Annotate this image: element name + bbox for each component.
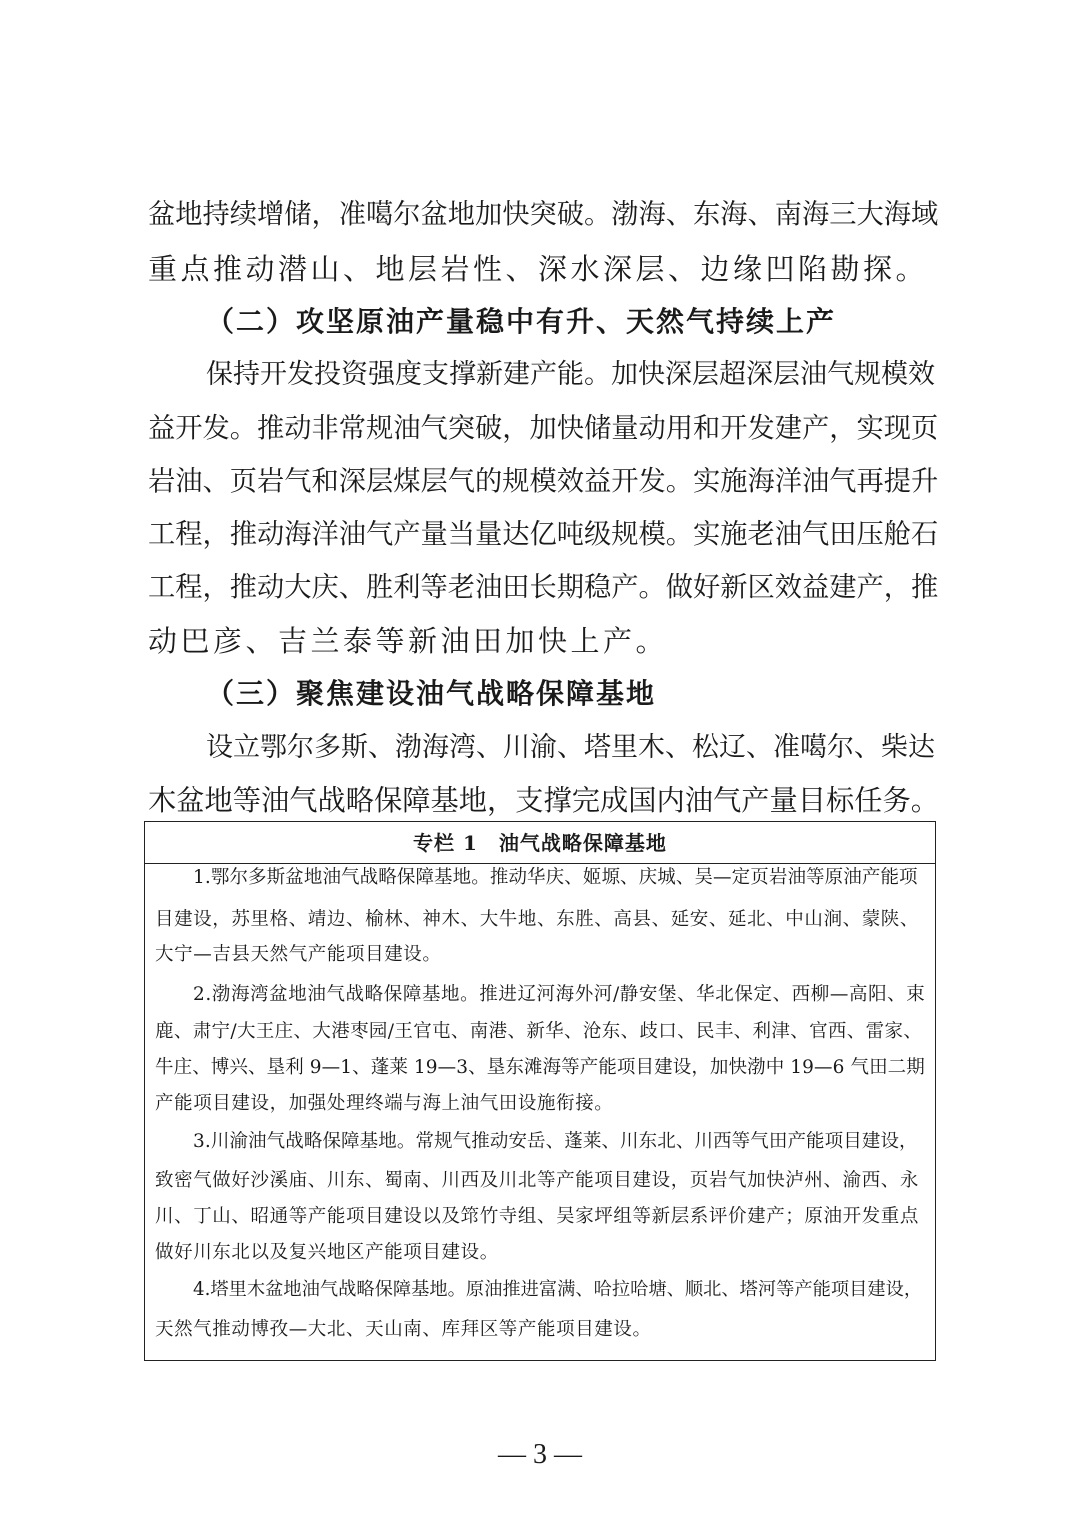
paragraph-line: 益开发。推动非常规油气突破，加快储量动用和开发建产，实现页 [148, 413, 939, 444]
box-item-line: 鹿、肃宁/大王庄、大港枣园/王官屯、南港、新华、沧东、歧口、民丰、利津、官西、雷家、 [155, 1021, 923, 1042]
paragraph-line: 盆地持续增储，准噶尔盆地加快突破。渤海、东海、南海三大海域 [148, 199, 939, 230]
paragraph-line: 木盆地等油气战略保障基地，支撑完成国内油气产量目标任务。 [148, 784, 939, 817]
box-item-line: 做好川东北以及复兴地区产能项目建设。 [155, 1242, 499, 1263]
box-item-line: 大宁—吉县天然气产能项目建设。 [155, 944, 442, 965]
paragraph-line: 岩油、页岩气和深层煤层气的规模效益开发。实施海洋油气再提升 [148, 466, 939, 497]
column-box-title: 专栏 1 油气战略保障基地 [413, 831, 667, 855]
box-item-line: 目建设，苏里格、靖边、榆林、神木、大牛地、东胜、高县、延安、延北、中山涧、蒙陕、 [155, 909, 920, 930]
paragraph-line: 工程，推动大庆、胜利等老油田长期稳产。做好新区效益建产，推 [148, 572, 939, 603]
paragraph-line: 工程，推动海洋油气产量当量达亿吨级规模。实施老油气田压舱石 [148, 519, 939, 550]
column-box [144, 821, 936, 1361]
section-heading-2: （二）攻坚原油产量稳中有升、天然气持续上产 [206, 305, 837, 338]
box-item-line: 天然气推动博孜—大北、天山南、库拜区等产能项目建设。 [155, 1319, 652, 1340]
box-item-line: 3.川渝油气战略保障基地。常规气推动安岳、蓬莱、川东北、川西等气田产能项目建设， [193, 1131, 918, 1152]
box-item-line: 牛庄、博兴、垦利 9—1、蓬莱 19—3、垦东滩海等产能项目建设，加快渤中 19—6 气田二期 [155, 1057, 925, 1078]
section-heading-3: （三）聚焦建设油气战略保障基地 [206, 677, 657, 710]
box-item-line: 致密气做好沙溪庙、川东、蜀南、川西及川北等产能项目建设，页岩气加快泸州、渝西、永 [155, 1170, 920, 1191]
box-item-line: 4.塔里木盆地油气战略保障基地。原油推进富满、哈拉哈塘、顺北、塔河等产能项目建设， [193, 1279, 923, 1300]
column-box-header [145, 822, 935, 864]
box-item-line: 2.渤海湾盆地油气战略保障基地。推进辽河海外河/静安堡、华北保定、西柳—高阳、束 [193, 984, 926, 1005]
box-item-line: 1.鄂尔多斯盆地油气战略保障基地。推动华庆、姬塬、庆城、吴—定页岩油等原油产能项 [193, 867, 918, 888]
box-item-line: 川、丁山、昭通等产能项目建设以及筇竹寺组、吴家坪组等新层系评价建产；原油开发重点 [155, 1206, 920, 1227]
box-item-line: 产能项目建设，加强处理终端与海上油气田设施衔接。 [155, 1093, 614, 1114]
paragraph-line: 保持开发投资强度支撑新建产能。加快深层超深层油气规模效 [206, 359, 935, 390]
paragraph-line: 设立鄂尔多斯、渤海湾、川渝、塔里木、松辽、准噶尔、柴达 [206, 732, 935, 763]
paragraph-line: 动巴彦、吉兰泰等新油田加快上产。 [148, 624, 669, 658]
page-number: — 3 — [498, 1439, 582, 1470]
paragraph-line: 重点推动潜山、地层岩性、深水深层、边缘凹陷勘探。 [148, 252, 929, 286]
